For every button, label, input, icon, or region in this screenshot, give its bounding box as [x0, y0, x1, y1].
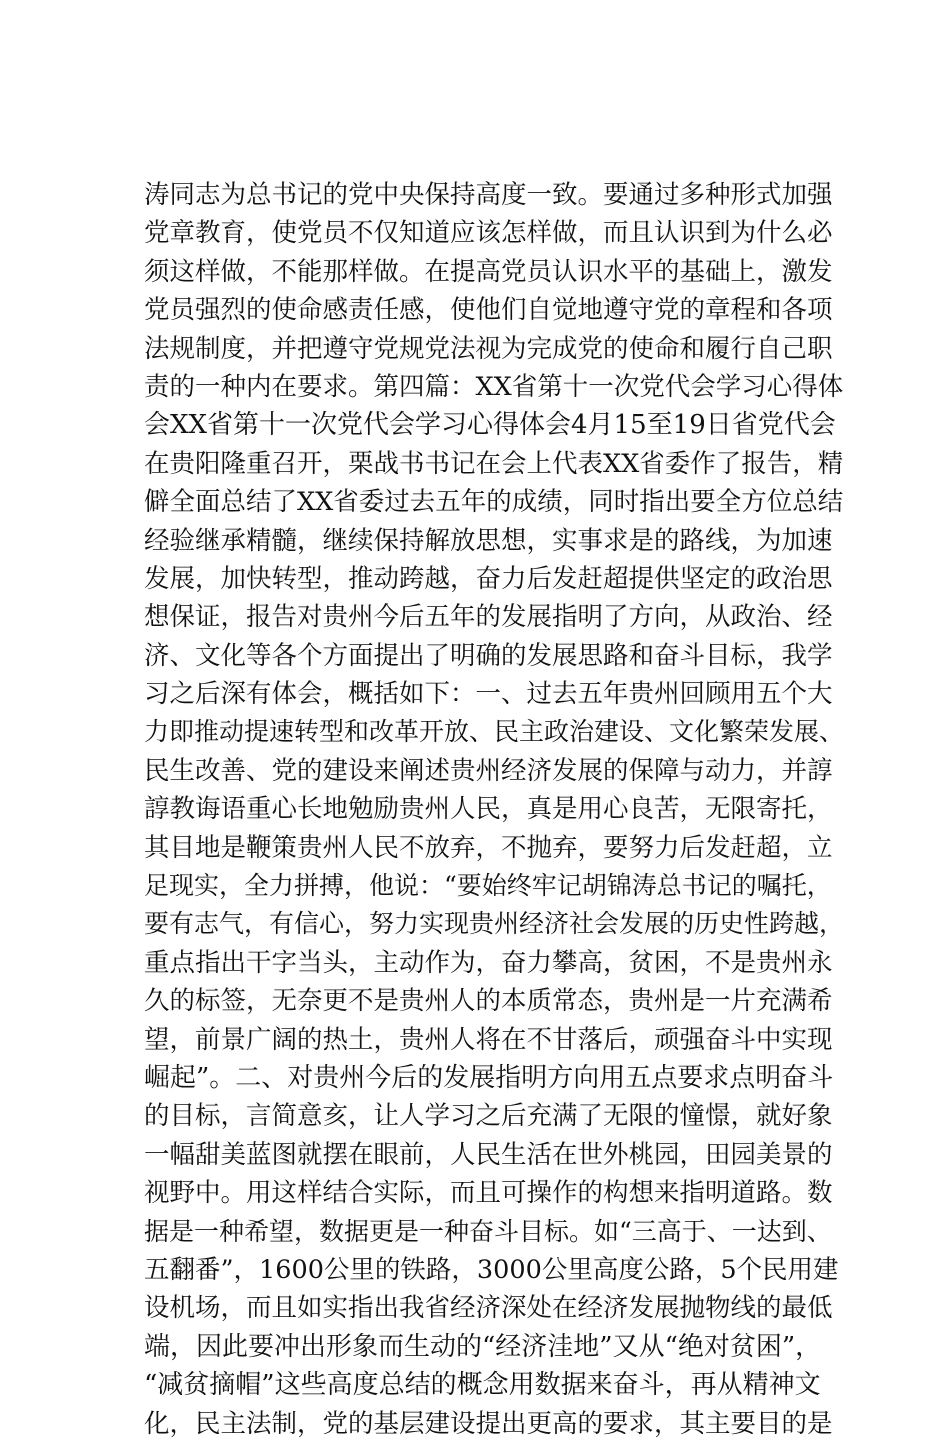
text-line: 僻全面总结了XX省委过去五年的成绩，同时指出要全方位总结 [144, 487, 844, 518]
text-line: 端，因此要冲出形象而生动的“经济洼地”又从“绝对贫困”， [144, 1331, 822, 1362]
text-line: 重点指出干字当头，主动作为，奋力攀高，贫困，不是贵州永 [144, 947, 833, 978]
text-line: 党章教育，使党员不仅知道应该怎样做，而且认识到为什么必 [144, 218, 833, 249]
text-line: 一幅甜美蓝图就摆在眼前，人民生活在世外桃园，田园美景的 [144, 1139, 833, 1170]
text-line: 济、文化等各个方面提出了明确的发展思路和奋斗目标，我学 [144, 640, 833, 671]
text-line: 经验继承精髓，继续保持解放思想，实事求是的路线，为加速 [144, 525, 833, 556]
text-line: 諄教诲语重心长地勉励贵州人民，真是用心良苦，无限寄托， [144, 794, 833, 825]
text-line: 化，民主法制，党的基层建设提出更高的要求，其主要目的是 [144, 1408, 833, 1439]
text-line: “减贫摘帽”这些高度总结的概念用数据来奋斗，再从精神文 [144, 1370, 821, 1401]
text-line: 的目标，言简意亥，让人学习之后充满了无限的憧憬，就好象 [144, 1101, 833, 1132]
text-line: 须这样做，不能那样做。在提高党员认识水平的基础上，激发 [144, 256, 833, 287]
text-line: 发展，加快转型，推动跨越，奋力后发赶超提供坚定的政治思 [144, 563, 833, 594]
text-line: 崛起”。二、对贵州今后的发展指明方向用五点要求点明奋斗 [144, 1062, 834, 1093]
text-line: 力即推动提速转型和改革开放、民主政治建设、文化繁荣发展、 [144, 717, 845, 747]
text-line: 望，前景广阔的热土，贵州人将在不甘落后，顽强奋斗中实现 [144, 1024, 833, 1055]
text-line: 在贵阳隆重召开，栗战书书记在会上代表XX省委作了报告，精 [144, 448, 844, 479]
text-line: 想保证，报告对贵州今后五年的发展指明了方向，从政治、经 [144, 602, 833, 633]
text-line: 足现实，全力拼搏，他说：“要始终牢记胡锦涛总书记的嘱托， [144, 871, 832, 901]
text-line: 设机场，而且如实指出我省经济深处在经济发展抛物线的最低 [144, 1293, 833, 1324]
text-line: 据是一种希望，数据更是一种奋斗目标。如“三高于、一达到、 [144, 1216, 832, 1246]
text-line: 视野中。用这样结合实际，而且可操作的构想来指明道路。数 [144, 1178, 833, 1209]
text-line: 其目地是鞭策贵州人民不放弃，不抛弃，要努力后发赶超，立 [144, 832, 833, 863]
text-line: 会XX省第十一次党代会学习心得体会4月15至19日省党代会 [144, 410, 836, 441]
text-line: 久的标签，无奈更不是贵州人的本质常态，贵州是一片充满希 [144, 986, 833, 1017]
text-line: 责的一种内在要求。第四篇：XX省第十一次党代会学习心得体 [144, 371, 844, 402]
text-line: 民生改善、党的建设来阐述贵州经济发展的保障与动力，并諄 [144, 755, 833, 786]
text-line: 要有志气，有信心，努力实现贵州经济社会发展的历史性跨越， [144, 909, 845, 939]
text-line: 习之后深有体会，概括如下：一、过去五年贵州回顾用五个大 [144, 679, 833, 710]
text-line: 党员强烈的使命感责任感，使他们自觉地遵守党的章程和各项 [144, 295, 833, 326]
text-line: 涛同志为总书记的党中央保持高度一致。要通过多种形式加强 [144, 180, 833, 210]
body-text [144, 176, 844, 1443]
text-line: 五翻番”，1600公里的铁路，3000公里高度公路，5个民用建 [144, 1254, 839, 1285]
text-line: 法规制度，并把遵守党规党法视为完成党的使命和履行自己职 [144, 333, 833, 364]
